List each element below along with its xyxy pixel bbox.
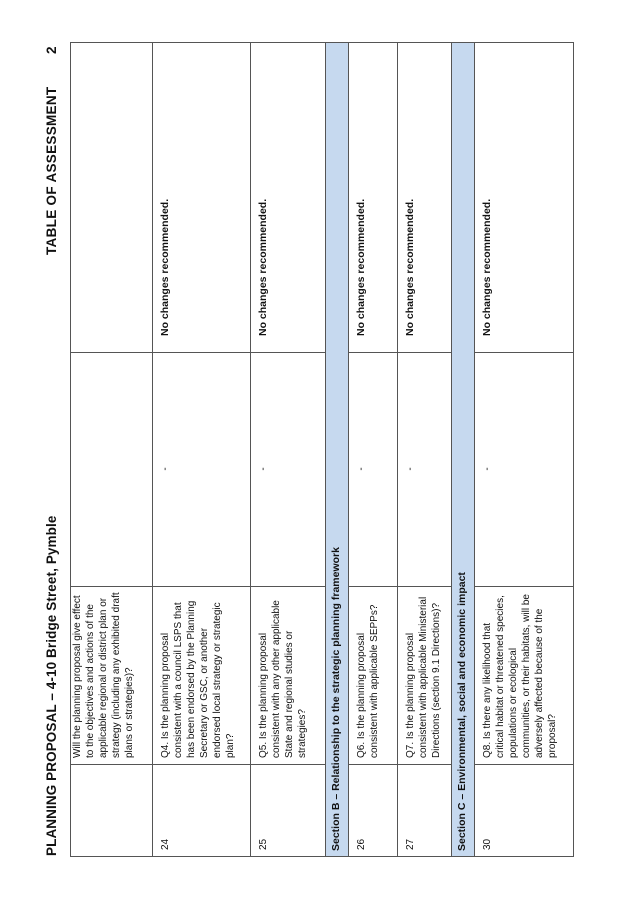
recommendation-cell: No changes recommended. [153, 43, 251, 353]
table-row [71, 43, 153, 857]
recommendation-cell: No changes recommended. [398, 43, 452, 353]
question-cell: Q7. Is the planning proposal consistent with applicable Ministerial Directions (section 9.1 Directions)? [398, 587, 452, 765]
question-cell: Will the planning proposal give effect to the objectives and actions of the applicable regional or district plan or strategy (including any exhibited draft plans or strategies)? [71, 587, 153, 765]
row-number-cell: 25 [251, 765, 326, 857]
response-cell: - [475, 353, 574, 587]
question-cell: Q4. Is the planning proposal consistent with a council LSPS that has been endorsed by the Planning Secretary or GSC, or another endorsed local strategy or strategic plan? [153, 587, 251, 765]
row-number-cell [71, 765, 153, 857]
table-row [475, 43, 574, 857]
section-header-row [452, 43, 475, 857]
recommendation-cell: No changes recommended. [475, 43, 574, 353]
question-cell: Q8. Is there any likelihood that critical habitat or threatened species, populations or ecological communities, or their habitats, will be adversely affected because of the proposal? [475, 587, 574, 765]
recommendation-cell: No changes recommended. [251, 43, 326, 353]
page-number: 2 [44, 46, 59, 54]
response-cell: - [153, 353, 251, 587]
row-number-cell: 24 [153, 765, 251, 857]
response-cell: - [398, 353, 452, 587]
row-number-cell: 27 [398, 765, 452, 857]
section-header-row [326, 43, 349, 857]
table-row [153, 43, 251, 857]
question-cell: Q5. Is the planning proposal consistent with any other applicable State and regional studies or strategies? [251, 587, 326, 765]
table-row [349, 43, 398, 857]
row-number-cell: 30 [475, 765, 574, 857]
document-title: PLANNING PROPOSAL – 4-10 Bridge Street, Pymble [44, 515, 59, 856]
assessment-table [70, 42, 574, 857]
section-b-heading: Section B – Relationship to the strategic planning framework [326, 43, 349, 857]
response-cell: - [251, 353, 326, 587]
table-row [251, 43, 326, 857]
response-cell [71, 353, 153, 587]
question-cell: Q6. Is the planning proposal consistent with applicable SEPPs? [349, 587, 398, 765]
response-cell: - [349, 353, 398, 587]
recommendation-cell [71, 43, 153, 353]
recommendation-cell: No changes recommended. [349, 43, 398, 353]
section-title: TABLE OF ASSESSMENT [44, 86, 59, 255]
table-row [398, 43, 452, 857]
row-number-cell: 26 [349, 765, 398, 857]
section-c-heading: Section C – Environmental, social and economic impact [452, 43, 475, 857]
